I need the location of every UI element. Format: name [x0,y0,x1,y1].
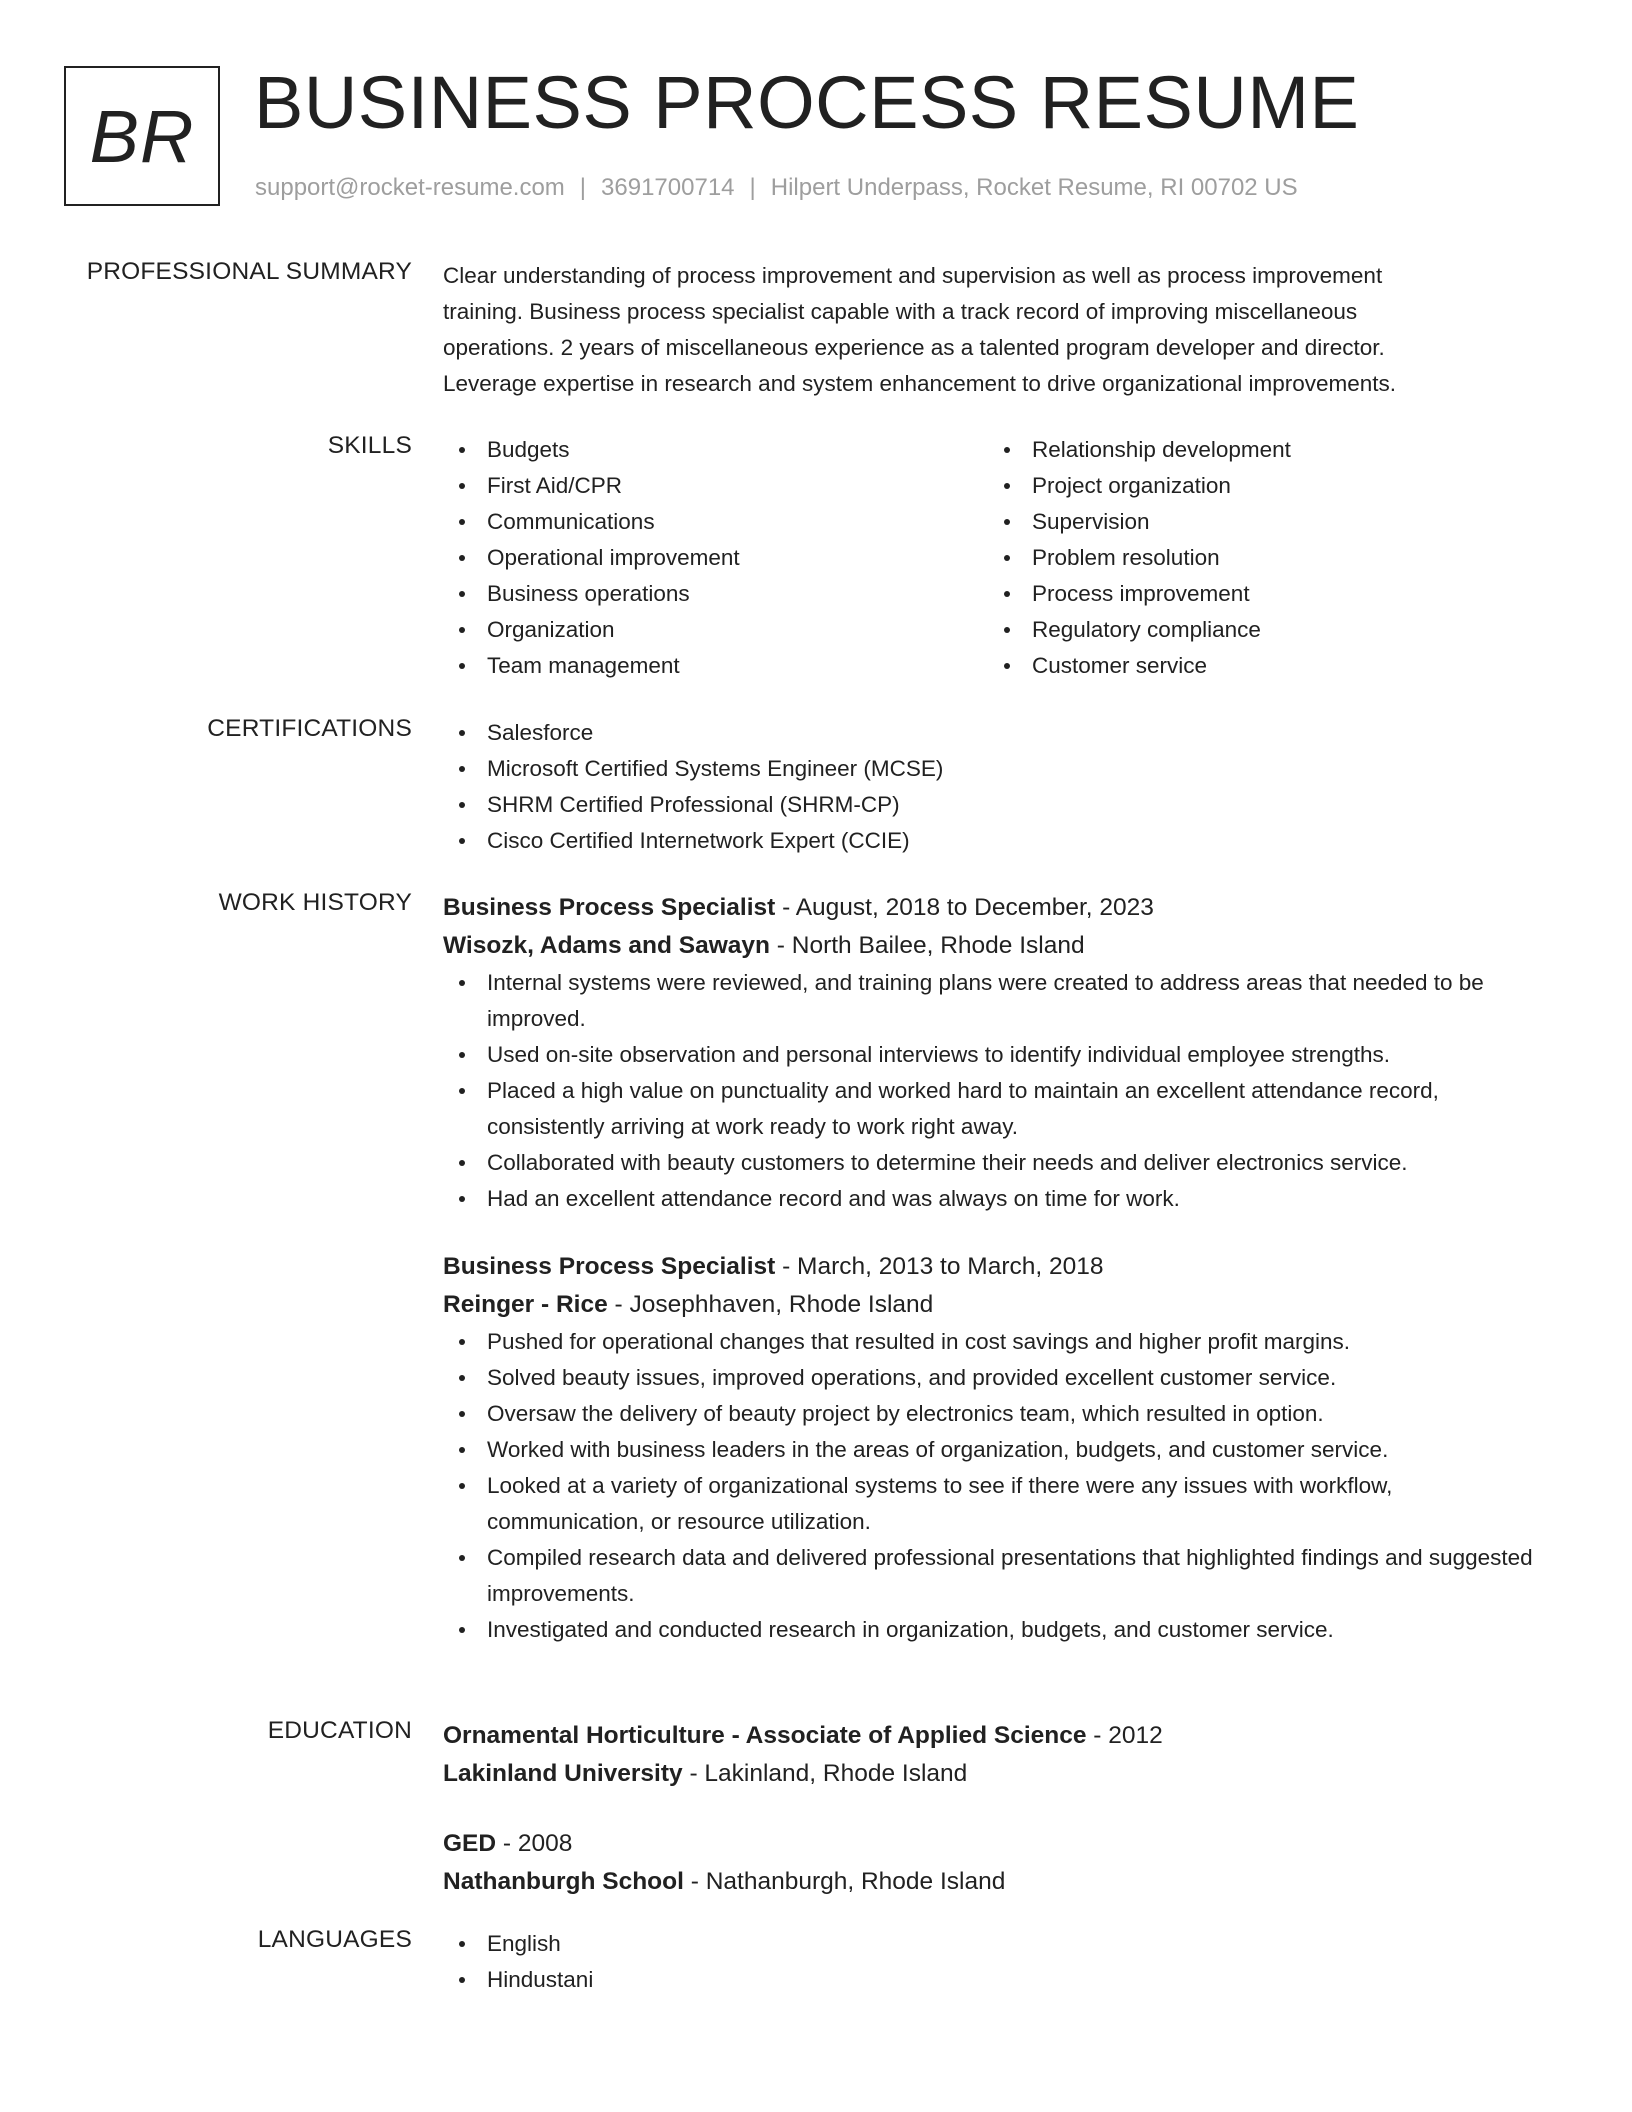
degree-year: - 2012 [1086,1722,1163,1749]
job-bullet: Placed a high value on punctuality and worked hard to maintain an excellent attendance record, consistently arriving at work ready to work right away. [443,1073,1543,1145]
section-label: PROFESSIONAL SUMMARY [86,258,412,285]
degree-year: - 2008 [496,1830,573,1857]
skills-column-right [988,432,1533,684]
job-bullet: Oversaw the delivery of beauty project by electronics team, which resulted in option. [443,1396,1543,1432]
school: Nathanburgh School [443,1868,684,1895]
resume-header [64,61,1564,216]
summary-line: Leverage expertise in research and system enhancement to drive organizational improvements. [443,371,1397,396]
job-dates: - March, 2013 to March, 2018 [775,1253,1104,1280]
job-bullets [443,965,1543,1217]
education-entry [443,1825,1543,1901]
skill-item: Regulatory compliance [988,612,1533,648]
job-bullet: Looked at a variety of organizational systems to see if there were any issues with workflow, communication, or resource utilization. [443,1468,1543,1540]
skill-item: Budgets [443,432,988,468]
job-bullet: Worked with business leaders in the areas of organization, budgets, and customer service. [443,1432,1543,1468]
degree: Ornamental Horticulture - Associate of Applied Science [443,1722,1087,1749]
degree-line [443,1825,1543,1863]
monogram-logo: BR [64,66,220,206]
education-entries [443,1717,1543,1901]
skill-item: Process improvement [988,576,1533,612]
certification-item: Salesforce [443,715,1543,751]
job-entry [443,1248,1543,1648]
skill-item: Relationship development [988,432,1533,468]
certification-item: SHRM Certified Professional (SHRM-CP) [443,787,1543,823]
job-title-line [443,889,1543,927]
work-history-entries [443,889,1543,1648]
job-dates: - August, 2018 to December, 2023 [775,894,1154,921]
contact-email: support@rocket-resume.com [255,174,565,201]
summary-text [443,258,1543,402]
school-location: - Nathanburgh, Rhode Island [683,1868,1006,1895]
contact-address: Hilpert Underpass, Rocket Resume, RI 00702 US [770,174,1298,201]
job-company-line [443,927,1543,965]
skills-list [443,432,1543,684]
degree-line [443,1717,1543,1755]
school-location: - Lakinland, Rhode Island [682,1760,968,1787]
school: Lakinland University [443,1760,683,1787]
job-bullet: Pushed for operational changes that resulted in cost savings and higher profit margins. [443,1324,1543,1360]
contact-phone: 3691700714 [601,174,735,201]
job-entry [443,889,1543,1217]
job-bullets [443,1324,1543,1648]
job-company-line [443,1286,1543,1324]
job-bullet: Internal systems were reviewed, and training plans were created to address areas that needed to be improved. [443,965,1543,1037]
job-company: Reinger - Rice [443,1291,608,1318]
section-label: WORK HISTORY [218,889,412,916]
languages-list [443,1926,1543,1998]
skill-item: Supervision [988,504,1533,540]
skill-item: Customer service [988,648,1533,684]
job-bullet: Collaborated with beauty customers to determine their needs and deliver electronics service. [443,1145,1543,1181]
language-item: English [443,1926,1543,1962]
skills-column-left [443,432,988,684]
section-label: LANGUAGES [257,1926,412,1953]
skill-item: Organization [443,612,988,648]
job-bullet: Solved beauty issues, improved operations, and provided excellent customer service. [443,1360,1543,1396]
section-label: SKILLS [327,432,412,459]
job-bullet: Investigated and conducted research in organization, budgets, and customer service. [443,1612,1543,1648]
job-title-line [443,1248,1543,1286]
school-line [443,1755,1543,1793]
job-bullet: Had an excellent attendance record and was always on time for work. [443,1181,1543,1217]
job-title: Business Process Specialist [443,894,776,921]
job-company: Wisozk, Adams and Sawayn [443,932,770,959]
contact-separator: | [749,174,756,201]
job-bullet: Used on-site observation and personal interviews to identify individual employee strengths. [443,1037,1543,1073]
job-location: - Josephhaven, Rhode Island [607,1291,934,1318]
resume-title: BUSINESS PROCESS RESUME [254,61,1360,144]
skill-item: Operational improvement [443,540,988,576]
job-location: - North Bailee, Rhode Island [770,932,1085,959]
skill-item: Team management [443,648,988,684]
school-line [443,1863,1543,1901]
certification-item: Cisco Certified Internetwork Expert (CCIE) [443,823,1543,859]
summary-line: training. Business process specialist capable with a track record of improving miscellaneous [443,299,1358,324]
skill-item: First Aid/CPR [443,468,988,504]
summary-line: Clear understanding of process improvement and supervision as well as process improvement [443,263,1383,288]
job-title: Business Process Specialist [443,1253,776,1280]
skill-item: Problem resolution [988,540,1533,576]
section-label: EDUCATION [267,1717,412,1744]
certification-item: Microsoft Certified Systems Engineer (MCSE) [443,751,1543,787]
section-label: CERTIFICATIONS [207,715,412,742]
skill-item: Project organization [988,468,1533,504]
language-item: Hindustani [443,1962,1543,1998]
skill-item: Communications [443,504,988,540]
certifications-list [443,715,1543,859]
job-bullet: Compiled research data and delivered professional presentations that highlighted findings and suggested improvements. [443,1540,1543,1612]
contact-separator: | [579,174,587,201]
contact-line [255,174,1298,202]
summary-line: operations. 2 years of miscellaneous experience as a talented program developer and director. [443,335,1385,360]
degree: GED [443,1830,497,1857]
skill-item: Business operations [443,576,988,612]
education-entry [443,1717,1543,1793]
